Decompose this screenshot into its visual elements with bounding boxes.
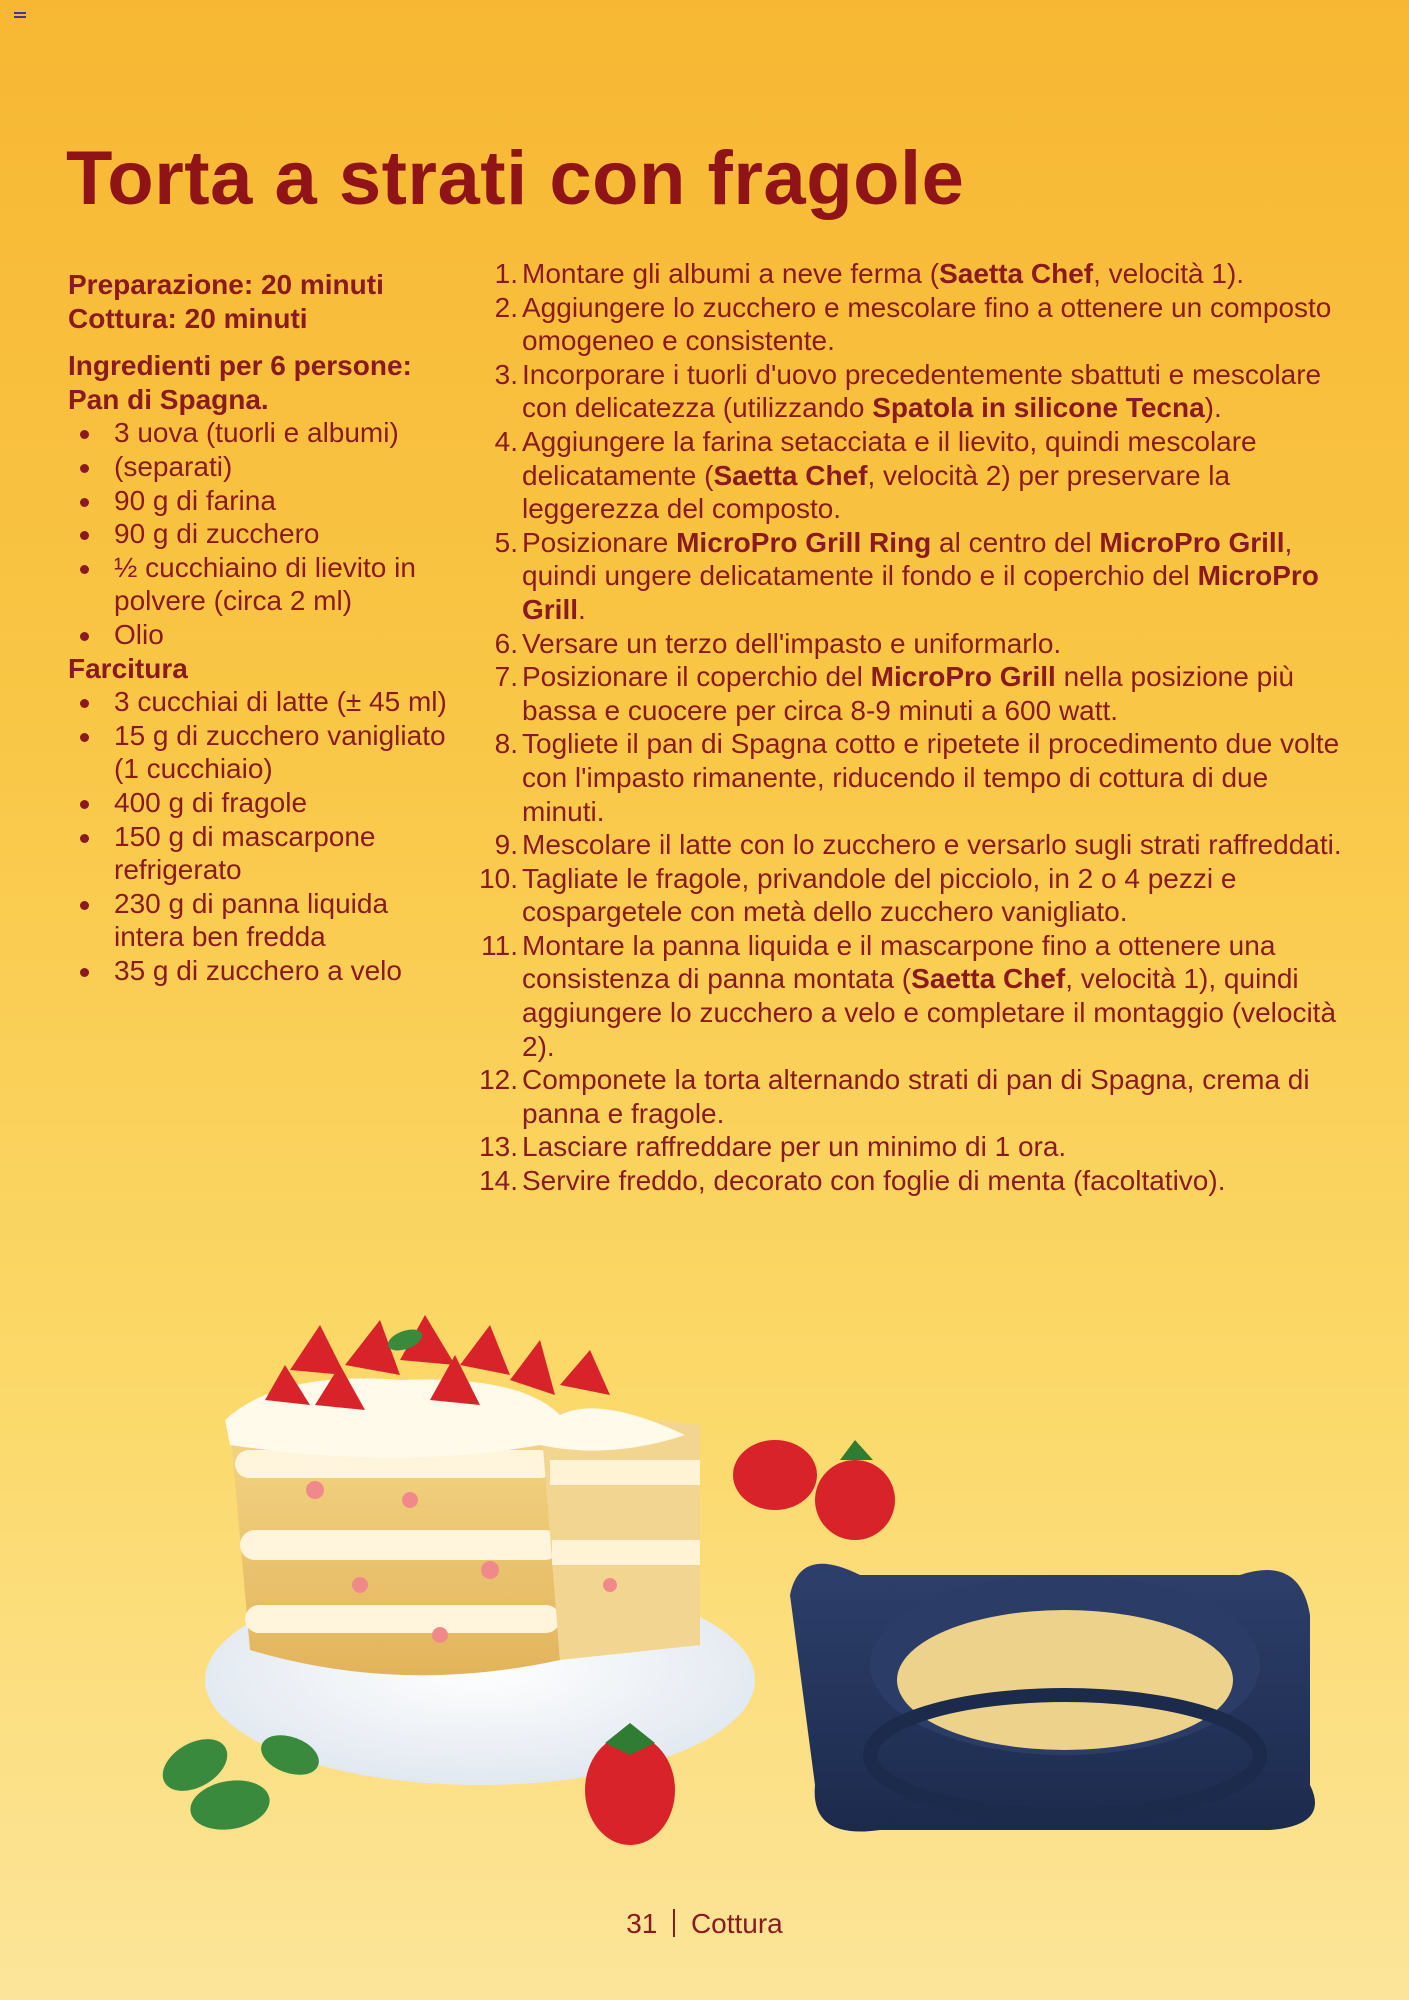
prep-time: Preparazione: 20 minuti [68, 269, 384, 300]
step-text: Montare la panna liquida e il mascarpone fino a ottenere una consistenza di panna montata ( [522, 929, 1276, 995]
step-number: 14. [479, 1165, 518, 1197]
step-item [470, 1164, 1350, 1198]
step-text: Aggiungere la farina setacciata e il lievito, quindi mescolare delicatamente ( [522, 425, 1257, 491]
step-text: ). [1204, 392, 1222, 424]
step-item [470, 660, 1350, 727]
step-number: 2. [494, 291, 518, 323]
step-number: 12. [479, 1064, 518, 1096]
step-text: al centro del [931, 526, 1100, 558]
step-text: , velocità 1), quindi aggiungere lo zucchero a velo e completare il montaggio (velocità 2). [522, 963, 1337, 1062]
page-number: 31 [626, 1908, 658, 1939]
ingredient-item: 90 g di farina [68, 484, 453, 518]
step-item [470, 862, 1350, 929]
step-item [470, 929, 1350, 1063]
step-item [470, 627, 1350, 661]
step-text: Versare un terzo dell'impasto e uniformarlo. [522, 627, 1062, 659]
step-item [470, 1130, 1350, 1164]
step-item [470, 257, 1350, 291]
product-name: MicroPro Grill [870, 661, 1056, 693]
step-text: Incorporare i tuorli d'uovo precedentemente sbattuti e mescolare con delicatezza (utilizzando [522, 358, 1322, 424]
step-number: 8. [494, 728, 518, 760]
step-text: , quindi ungere delicatamente il fondo e il coperchio del [522, 526, 1293, 592]
step-item [470, 425, 1350, 526]
step-text: Posizionare il coperchio del [522, 661, 871, 693]
product-name: Saetta Chef [713, 459, 868, 491]
step-item [470, 358, 1350, 425]
step-item [470, 526, 1350, 627]
step-text: Montare gli albumi a neve ferma ( [522, 258, 940, 289]
step-number: 13. [479, 1131, 518, 1163]
step-number: 11. [481, 929, 518, 961]
ingredients-column [68, 268, 453, 987]
product-name: MicroPro Grill Ring [676, 526, 932, 558]
step-text: Aggiungere lo zucchero e mescolare fino a ottenere un composto omogeneo e consistente. [522, 291, 1332, 357]
step-text: Componete la torta alternando strati di pan di Spagna, crema di panna e fragole. [522, 1064, 1310, 1129]
product-name: Saetta Chef [911, 963, 1066, 995]
step-text: Servire freddo, decorato con foglie di menta (facoltativo). [522, 1165, 1226, 1197]
sponge-heading: Pan di Spagna. [68, 383, 269, 415]
product-name: Spatola in silicone Tecna [872, 392, 1205, 424]
step-number: 1. [494, 258, 518, 289]
step-text: nella posizione più bassa e cuocere per circa 8-9 minuti a 600 watt. [522, 661, 1294, 726]
step-number: 3. [494, 358, 518, 390]
step-number: 9. [494, 829, 518, 861]
step-text: Posizionare [522, 526, 677, 558]
ingredient-item: 35 g di zucchero a velo [68, 954, 453, 988]
step-text: , velocità 2) per preservare la leggerezza del composto. [522, 459, 1231, 525]
step-text: , velocità 1). [1093, 258, 1245, 289]
page-footer [0, 1908, 1409, 1940]
ingredient-item: 3 cucchiai di latte (± 45 ml) [68, 685, 453, 719]
footer-divider [673, 1909, 675, 1937]
menu-lines-icon [14, 12, 26, 22]
step-text: Togliete il pan di Spagna cotto e ripetete il procedimento due volte con l'impasto rimanente, riducendo il tempo di cottura di due minuti. [522, 728, 1340, 827]
product-name: Saetta Chef [939, 258, 1094, 289]
step-text: Lasciare raffreddare per un minimo di 1 ora. [522, 1131, 1067, 1163]
step-number: 7. [494, 661, 518, 693]
step-item [470, 291, 1350, 358]
cake-and-mold-photo [140, 1285, 1340, 1865]
step-number: 4. [494, 425, 518, 457]
page-title: Torta a strati con fragole [66, 136, 965, 221]
filling-ingredient-list [68, 685, 453, 987]
ingredient-item: 150 g di mascarpone refrigerato [68, 820, 453, 887]
filling-heading: Farcitura [68, 652, 188, 684]
ingredient-item: (separati) [68, 450, 453, 484]
ingredients-heading: Ingredienti per 6 persone: [68, 350, 412, 382]
ingredient-item: Olio [68, 618, 453, 652]
section-name: Cottura [690, 1908, 783, 1939]
step-text: . [578, 593, 586, 625]
step-text: Mescolare il latte con lo zucchero e versarlo sugli strati raffreddati. [522, 829, 1342, 861]
ingredient-item: 230 g di panna liquida intera ben fredda [68, 887, 453, 954]
step-item [470, 1063, 1350, 1130]
ingredient-item: 90 g di zucchero [68, 517, 453, 551]
step-number: 5. [494, 526, 518, 558]
step-item [470, 828, 1350, 862]
ingredient-item: 400 g di fragole [68, 786, 453, 820]
sponge-ingredient-list [68, 416, 453, 651]
step-number: 6. [494, 627, 518, 659]
step-text: Tagliate le fragole, privandole del picciolo, in 2 o 4 pezzi e cospargetele con metà dello zucchero vanigliato. [522, 862, 1237, 928]
step-item [470, 727, 1350, 828]
ingredient-item: 15 g di zucchero vanigliato (1 cucchiaio) [68, 719, 453, 786]
ingredient-item: 3 uova (tuorli e albumi) [68, 416, 453, 450]
step-number: 10. [479, 862, 518, 894]
cook-time: Cottura: 20 minuti [68, 302, 308, 334]
ingredient-item: ½ cucchiaino di lievito in polvere (circa 2 ml) [68, 551, 453, 618]
product-name: MicroPro Grill [522, 560, 1319, 625]
preparation-steps [470, 257, 1350, 1198]
product-name: MicroPro Grill [1099, 526, 1285, 558]
